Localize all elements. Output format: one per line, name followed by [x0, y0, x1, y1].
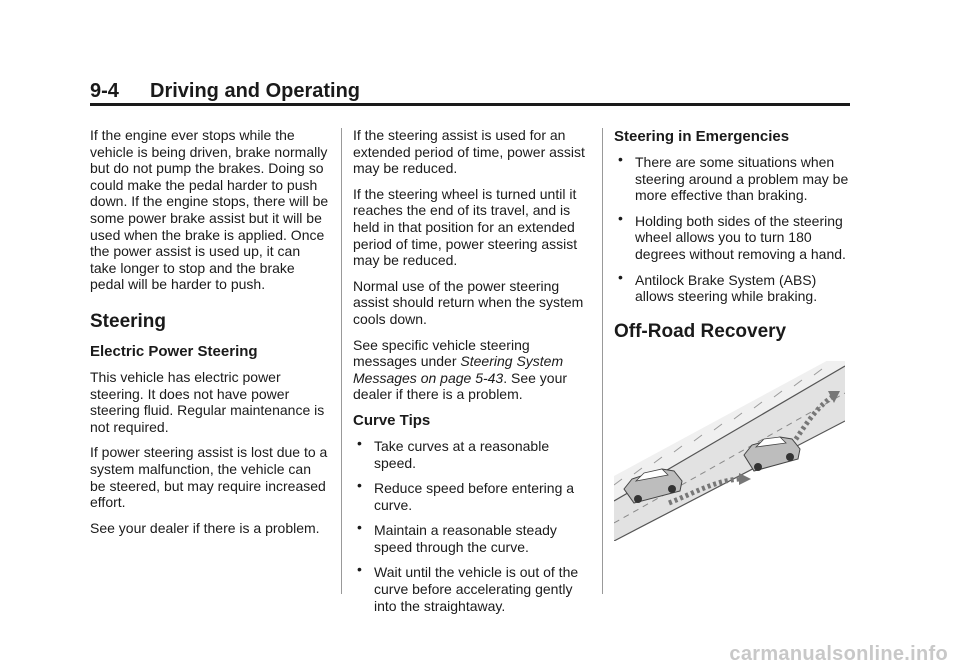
column-2 — [353, 127, 590, 623]
emergencies-list — [614, 151, 854, 305]
list-item: • Take curves at a reasonable speed. — [357, 434, 550, 471]
assist-paragraph-2: If the steering wheel is turned until it reaches the end of its travel, and is held in that position for an extended period of time, power steering assist may be reduced. — [353, 185, 578, 269]
eps-paragraph-1: This vehicle has electric power steering. It does not have power steering fluid. Regular maintenance is not required. — [90, 368, 325, 435]
engine-stop-paragraph: If the engine ever stops while the vehicle is being driven, brake normally but do not pump the brakes. Doing so could make the pedal harder to push down. If the engine stops, there will be some power brake assist but it will be used when the brake is applied. Once the power assist is used up, it can take longer to stop and the brake pedal will be harder to push. — [90, 127, 329, 293]
watermark: carmanualsonline.info — [729, 643, 948, 665]
column-3 — [614, 128, 854, 541]
eps-heading: Electric Power Steering — [90, 342, 258, 360]
list-item: • Maintain a reasonable steady speed through the curve. — [357, 519, 557, 555]
column-divider-2 — [602, 128, 603, 594]
bullet-icon: • — [618, 151, 623, 167]
steering-heading: Steering — [90, 310, 167, 332]
list-item: • Reduce speed before entering a curve. — [357, 477, 575, 513]
road-surface — [614, 366, 845, 541]
eps-paragraph-2: If power steering assist is lost due to a system malfunction, the vehicle can be steered, but may require increased effort. — [90, 444, 328, 511]
bullet-icon: • — [618, 268, 623, 285]
off-road-recovery-heading: Off-Road Recovery — [614, 320, 787, 342]
steering-messages-link[interactable]: Steering System Messages on page 5-43 — [353, 353, 564, 386]
curve-tips-list — [353, 434, 590, 614]
column-1 — [90, 127, 330, 545]
eps-paragraph-3: See your dealer if there is a problem. — [90, 519, 320, 536]
list-item: • There are some situations when steering around a problem may be more effective than braking. — [618, 151, 849, 204]
emergencies-heading: Steering in Emergencies — [614, 128, 790, 145]
bullet-icon: • — [618, 209, 623, 226]
list-item: • Antilock Brake System (ABS) allows steering while braking. — [618, 268, 818, 305]
arrow-head-1 — [739, 473, 751, 485]
assist-paragraph-3: Normal use of the power steering assist should return when the system cools down. — [353, 277, 584, 327]
bullet-icon: • — [357, 477, 362, 494]
messages-text-pre: See specific vehicle steering messages under — [353, 336, 530, 370]
bullet-icon: • — [357, 434, 362, 451]
bullet-icon: • — [357, 519, 362, 536]
list-item: • Wait until the vehicle is out of the curve before accelerating gently into the straightaway. — [357, 561, 579, 614]
assist-paragraph-1: If the steering assist is used for an extended period of time, power assist may be reduced. — [353, 127, 585, 177]
column-divider-1 — [341, 128, 342, 594]
bullet-icon: • — [357, 561, 362, 578]
curve-tips-heading: Curve Tips — [353, 411, 431, 429]
page-title: Driving and Operating — [150, 80, 361, 102]
messages-paragraph — [353, 337, 590, 403]
header-rule — [90, 103, 850, 106]
off-road-recovery-illustration — [614, 361, 845, 541]
messages-text-post: . See your dealer if there is a problem. — [353, 369, 568, 403]
page-number: 9-4 — [90, 80, 119, 102]
list-item: • Holding both sides of the steering wheel allows you to turn 180 degrees without removing a hand. — [618, 209, 846, 262]
